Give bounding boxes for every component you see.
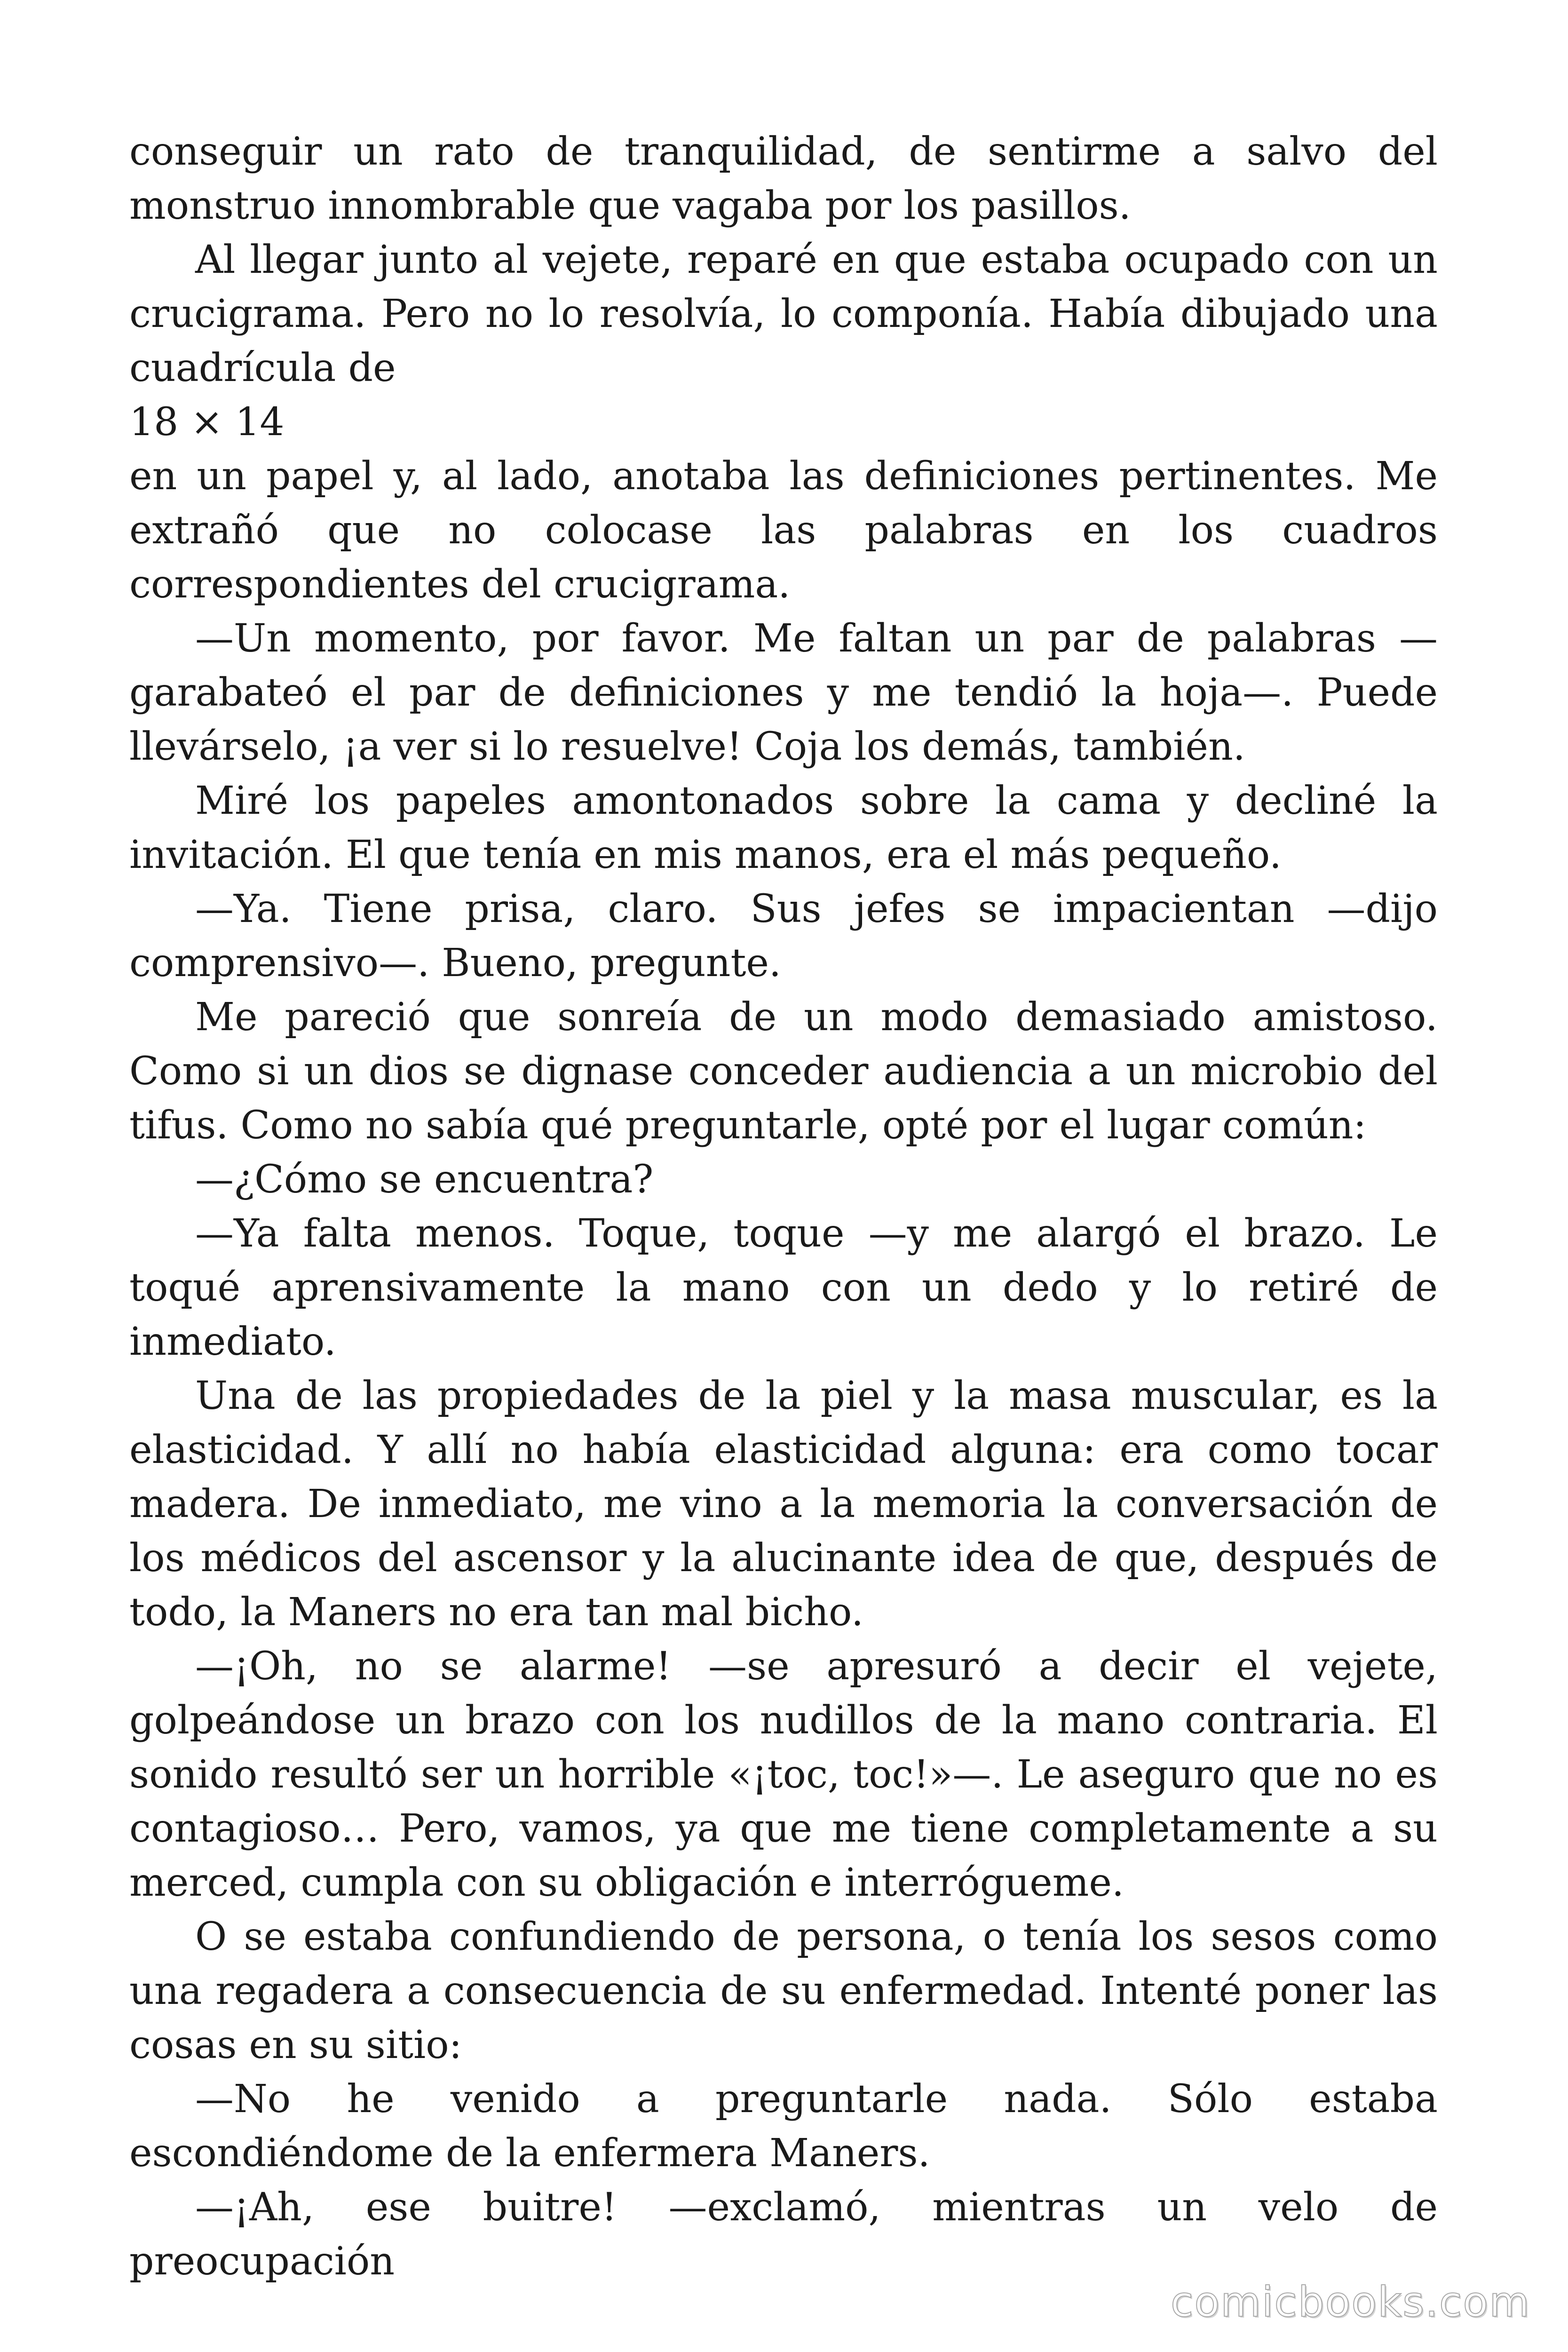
paragraph: 18 × 14: [129, 400, 285, 445]
paragraph: en un papel y, al lado, anotaba las definiciones pertinentes. Me extrañó que no colocase las palabras en los cuadros correspondientes del crucigrama.: [129, 454, 1438, 607]
paragraph: —No he venido a preguntarle nada. Sólo estaba escondiéndome de la enfermera Maners.: [129, 2077, 1438, 2176]
paragraph: conseguir un rato de tranquilidad, de sentirme a salvo del monstruo innombrable que vagaba por los pasillos.: [129, 129, 1438, 228]
paragraph: —¡Oh, no se alarme! —se apresuró a decir el vejete, golpeándose un brazo con los nudillos de la mano contraria. El sonido resultó ser un horrible «¡toc, toc!»—. Le aseguro que no es contagioso… Pero, vamos, ya que me tiene completamente a su merced, cumpla con su obligación e interrógueme.: [129, 1644, 1438, 1905]
paragraph: —Un momento, por favor. Me faltan un par de palabras —garabateó el par de definiciones y me tendió la hoja—. Puede llevárselo, ¡a ver si lo resuelve! Coja los demás, también.: [129, 616, 1438, 769]
page-body-text: [129, 125, 1438, 2288]
paragraph: —Ya falta menos. Toque, toque —y me alargó el brazo. Le toqué aprensivamente la mano con un dedo y lo retiré de inmediato.: [129, 1211, 1438, 1364]
paragraph: Una de las propiedades de la piel y la masa muscular, es la elasticidad. Y allí no había elasticidad alguna: era como tocar madera. De inmediato, me vino a la memoria la conversación de los médicos del ascensor y la alucinante idea de que, después de todo, la Maners no era tan mal bicho.: [129, 1374, 1438, 1635]
paragraph: Miré los papeles amontonados sobre la cama y decliné la invitación. El que tenía en mis manos, era el más pequeño.: [129, 779, 1438, 877]
paragraph: Al llegar junto al vejete, reparé en que estaba ocupado con un crucigrama. Pero no lo resolvía, lo componía. Había dibujado una cuadrícula de: [129, 238, 1438, 390]
paragraph: —¡Ah, ese buitre! —exclamó, mientras un velo de preocupación: [129, 2185, 1438, 2284]
paragraph: —Ya. Tiene prisa, claro. Sus jefes se impacientan —dijo comprensivo—. Bueno, pregunte.: [129, 887, 1438, 985]
paragraph: Me pareció que sonreía de un modo demasiado amistoso. Como si un dios se dignase conceder audiencia a un microbio del tifus. Como no sabía qué preguntarle, opté por el lugar común:: [129, 995, 1438, 1148]
paragraph: —¿Cómo se encuentra?: [195, 1157, 654, 1202]
watermark-logo: comicbooks.com: [1170, 2278, 1530, 2326]
paragraph: O se estaba confundiendo de persona, o tenía los sesos como una regadera a consecuencia de su enfermedad. Intenté poner las cosas en su sitio:: [129, 1915, 1438, 2067]
